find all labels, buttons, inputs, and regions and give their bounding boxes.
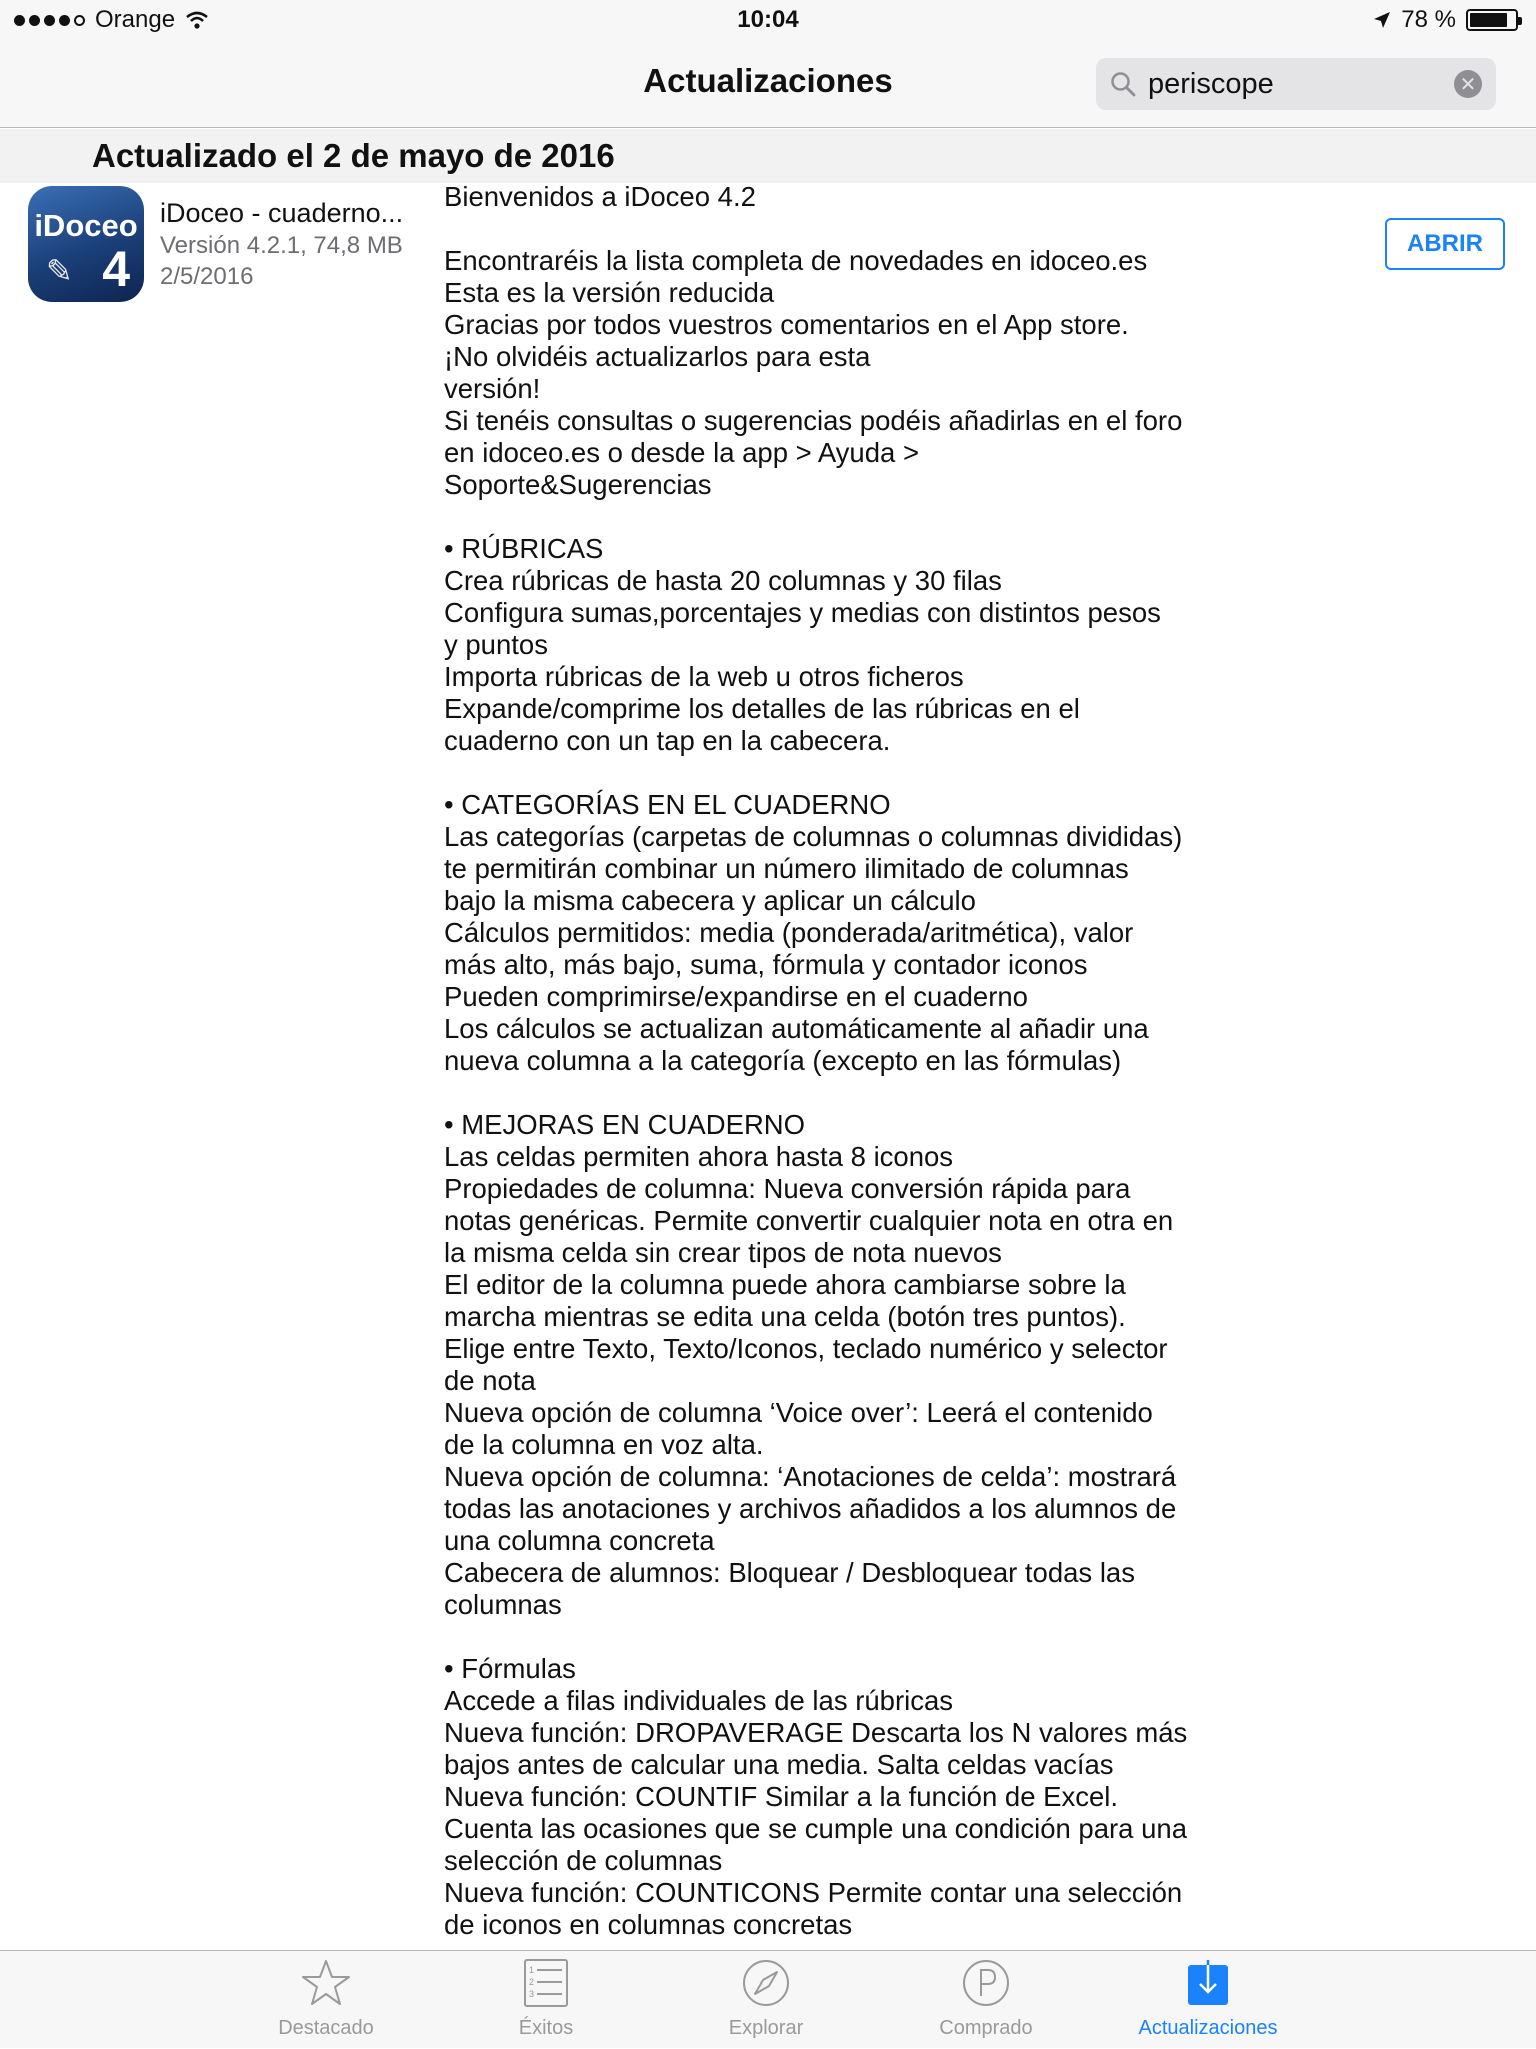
purchased-icon — [961, 1958, 1011, 2008]
tab-label: Éxitos — [518, 2017, 574, 2039]
note-line: Los cálculos se actualizan automáticamente al añadir una — [444, 1013, 1149, 1044]
note-line: una columna concreta — [444, 1525, 715, 1556]
note-line: Nueva opción de columna ‘Voice over’: Leerá el contenido — [444, 1397, 1153, 1428]
note-line: notas genéricas. Permite convertir cualquier nota en otra en — [444, 1205, 1174, 1236]
note-line: Expande/comprime los detalles de las rúbricas en el — [444, 693, 1080, 724]
tab-destacado[interactable] — [236, 1951, 416, 2049]
note-line: Soporte&Sugerencias — [444, 469, 712, 500]
note-line — [444, 213, 1444, 245]
note-line: te permitirán combinar un número ilimitado de columnas — [444, 853, 1129, 884]
status-bar — [0, 0, 1536, 40]
note-line: Esta es la versión reducida — [444, 277, 775, 308]
tab-actualizaciones[interactable] — [1118, 1951, 1298, 2049]
tab-label: Destacado — [278, 2017, 374, 2039]
note-line: Bienvenidos a iDoceo 4.2 — [444, 181, 756, 212]
note-line: • RÚBRICAS — [444, 533, 604, 564]
tab-label: Comprado — [939, 2017, 1033, 2039]
note-line: Configura sumas,porcentajes y medias con distintos pesos — [444, 597, 1161, 628]
note-line: ¡No olvidéis actualizarlos para esta — [444, 341, 871, 372]
note-line: más alto, más bajo, suma, fórmula y contador iconos — [444, 949, 1088, 980]
note-line: Las categorías (carpetas de columnas o columnas divididas) — [444, 821, 1183, 852]
note-line: • CATEGORÍAS EN EL CUADERNO — [444, 789, 891, 820]
status-right — [1373, 6, 1518, 34]
page-title: Actualizaciones — [643, 62, 893, 99]
note-line: Cabecera de alumnos: Bloquear / Desbloquear todas las — [444, 1557, 1135, 1588]
section-header — [0, 129, 1536, 183]
download-icon — [1183, 1958, 1233, 2008]
note-line: nueva columna a la categoría (excepto en las fórmulas) — [444, 1045, 1122, 1076]
compass-icon — [741, 1958, 791, 2008]
app-icon-name: iDoceo — [34, 208, 138, 243]
app-version: Versión 4.2.1, 74,8 MB — [160, 232, 403, 259]
note-line: en idoceo.es o desde la app > Ayuda > — [444, 437, 920, 468]
note-line: Pueden comprimirse/expandirse en el cuaderno — [444, 981, 1028, 1012]
app-name[interactable]: iDoceo - cuaderno... — [160, 198, 404, 228]
note-line: versión! — [444, 373, 541, 404]
note-line: la misma celda sin crear tipos de nota nuevos — [444, 1237, 1002, 1268]
note-line: todas las anotaciones y archivos añadidos a los alumnos de — [444, 1493, 1177, 1524]
note-line: Nueva función: COUNTIF Similar a la función de Excel. — [444, 1781, 1119, 1812]
battery-percent: 78 % — [1401, 6, 1456, 33]
note-line: Gracias por todos vuestros comentarios en el App store. — [444, 309, 1129, 340]
release-notes — [444, 181, 1444, 1941]
pencil-icon: ✎ — [46, 253, 73, 289]
note-line: de nota — [444, 1365, 536, 1396]
note-line: cuaderno con un tap en la cabecera. — [444, 725, 891, 756]
note-line: Si tenéis consultas o sugerencias podéis añadirlas en el foro — [444, 405, 1183, 436]
battery-icon — [1466, 9, 1518, 31]
status-time: 10:04 — [737, 6, 799, 33]
note-line: Nueva función: COUNTICONS Permite contar una selección — [444, 1877, 1183, 1908]
tab-bar — [0, 1950, 1536, 2048]
note-line — [444, 501, 1444, 533]
carrier-label: Orange — [95, 6, 176, 33]
note-line — [444, 757, 1444, 789]
svg-text:2: 2 — [529, 1977, 535, 1987]
note-line: bajo la misma cabecera y aplicar un cálculo — [444, 885, 976, 916]
note-line: • Fórmulas — [444, 1653, 576, 1684]
note-line: Encontraréis la lista completa de novedades en idoceo.es — [444, 245, 1148, 276]
note-line: Cálculos permitidos: media (ponderada/aritmética), valor — [444, 917, 1134, 948]
open-button[interactable]: ABRIR — [1385, 218, 1505, 270]
note-line: selección de columnas — [444, 1845, 723, 1876]
note-line: marcha mientras se edita una celda (botón tres puntos). — [444, 1301, 1126, 1332]
note-line: columnas — [444, 1589, 562, 1620]
search-field[interactable] — [1096, 58, 1496, 110]
app-date: 2/5/2016 — [160, 263, 254, 290]
section-title: Actualizado el 2 de mayo de 2016 — [92, 137, 615, 174]
location-arrow-icon — [1373, 11, 1391, 29]
svg-text:1: 1 — [529, 1965, 535, 1975]
note-line: El editor de la columna puede ahora cambiarse sobre la — [444, 1269, 1126, 1300]
app-icon[interactable] — [28, 186, 144, 302]
note-line: Crea rúbricas de hasta 20 columnas y 30 filas — [444, 565, 1002, 596]
tab-exitos[interactable] — [456, 1951, 636, 2049]
clear-search-button[interactable]: ✕ — [1454, 70, 1482, 98]
note-line: de la columna en voz alta. — [444, 1429, 764, 1460]
svg-text:3: 3 — [529, 1989, 535, 1999]
note-line: Nueva función: DROPAVERAGE Descarta los N valores más — [444, 1717, 1188, 1748]
tab-comprado[interactable] — [896, 1951, 1076, 2049]
app-icon-number: 4 — [102, 241, 130, 297]
note-line: Elige entre Texto, Texto/Iconos, teclado numérico y selector — [444, 1333, 1168, 1364]
note-line: Accede a filas individuales de las rúbricas — [444, 1685, 954, 1716]
note-line: y puntos — [444, 629, 548, 660]
list-icon — [521, 1958, 571, 2008]
note-line: Las celdas permiten ahora hasta 8 iconos — [444, 1141, 954, 1172]
star-icon — [301, 1958, 351, 2008]
tab-label: Actualizaciones — [1138, 2017, 1278, 2039]
nav-bar — [0, 40, 1536, 128]
tab-label: Explorar — [728, 2017, 804, 2039]
search-input[interactable]: periscope — [1148, 67, 1274, 100]
note-line: • MEJORAS EN CUADERNO — [444, 1109, 806, 1140]
search-icon — [1110, 71, 1136, 97]
note-line: Propiedades de columna: Nueva conversión rápida para — [444, 1173, 1131, 1204]
note-line: Nueva opción de columna: ‘Anotaciones de celda’: mostrará — [444, 1461, 1177, 1492]
note-line — [444, 1077, 1444, 1109]
note-line: Importa rúbricas de la web u otros ficheros — [444, 661, 964, 692]
note-line — [444, 1621, 1444, 1653]
note-line: bajos antes de calcular una media. Salta celdas vacías — [444, 1749, 1114, 1780]
tab-explorar[interactable] — [676, 1951, 856, 2049]
note-line: de iconos en columnas concretas — [444, 1909, 853, 1940]
note-line: Cuenta las ocasiones que se cumple una condición para una — [444, 1813, 1187, 1844]
